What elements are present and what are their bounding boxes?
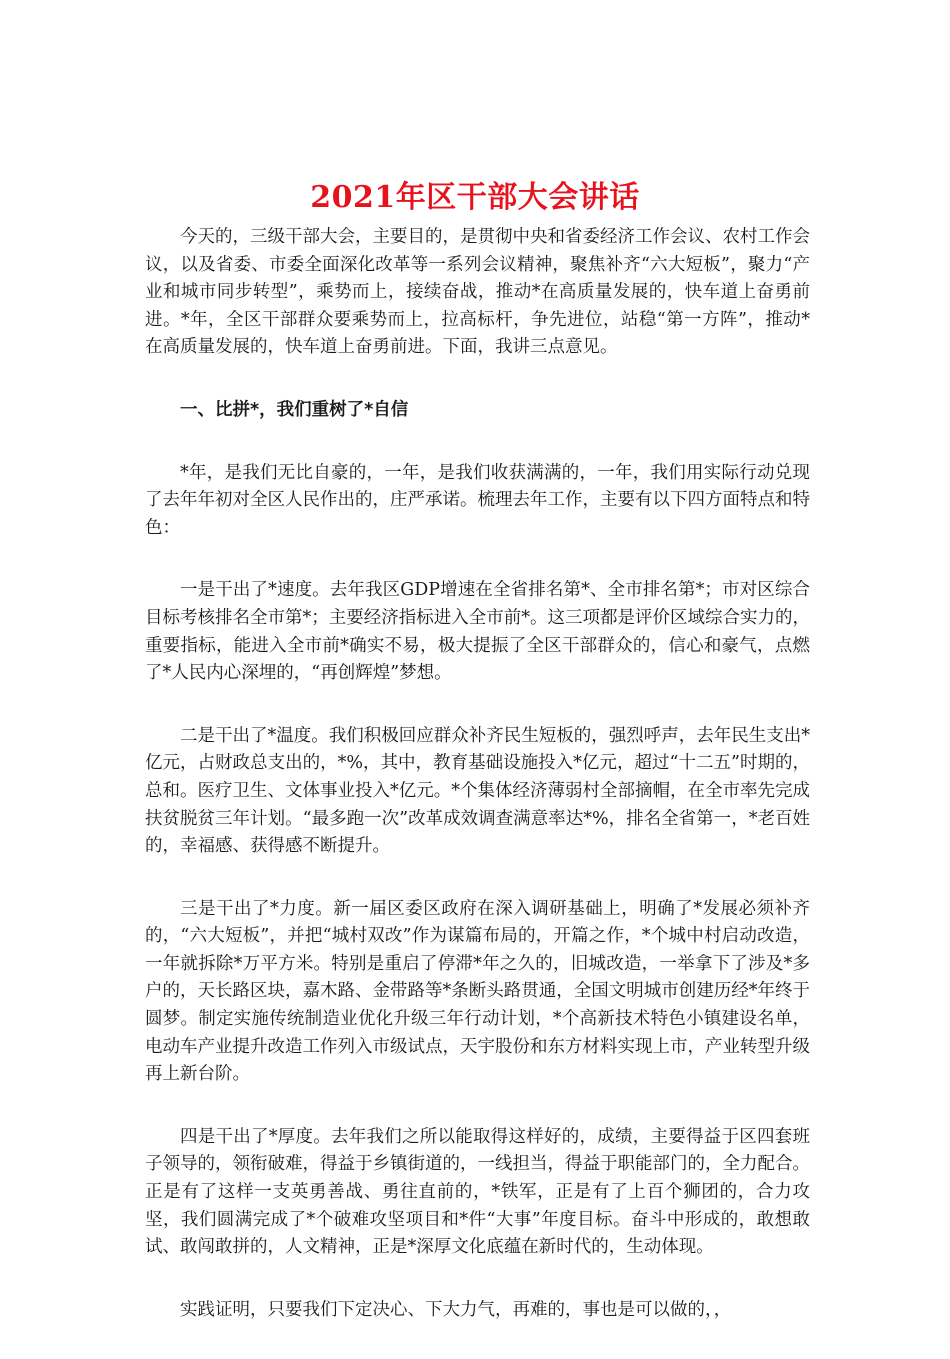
paragraph-warmth: 二是干出了*温度。我们积极回应群众补齐民生短板的，强烈呼声，去年民生支出*亿元，占财政总支出的，*%，其中，教育基础设施投入*亿元，超过“十二五”时期的，总和。医疗卫生、文体事业投入*亿元。*个集体经济薄弱村全部摘帽，在全市率先完成扶贫脱贫三年计划。“最多跑一次”改革成效调查满意率达*%，排名全省第一，*老百姓的，幸福感、获得感不断提升。 [145, 725, 810, 857]
section-heading-1: 一、比拼*，我们重树了*自信 [180, 399, 409, 420]
document-title: 2021年区干部大会讲话 [310, 180, 640, 216]
paragraph-speed: 一是干出了*速度。去年我区GDP增速在全省排名第*、全市排名第*；市对区综合目标考核排名全市第*；主要经济指标进入全市前*。这三项都是评价区域综合实力的，重要指标，能进入全市前*确实不易，极大提振了全区干部群众的，信心和豪气，点燃了*人民内心深埋的，“再创辉煌”梦想。 [145, 580, 810, 684]
paragraph-strength: 三是干出了*力度。新一届区委区政府在深入调研基础上，明确了*发展必须补齐的，“六大短板”，并把“城村双改”作为谋篇布局的，开篇之作，*个城中村启动改造，一年就拆除*万平方米。特别是重启了停滞*年之久的，旧城改造，一举拿下了涉及*多户的，天长路区块，嘉木路、金带路等*条断头路贯通，全国文明城市创建历经*年终于圆梦。制定实施传统制造业优化升级三年行动计划，*个高新技术特色小镇建设名单，电动车产业提升改造工作列入市级试点，天宇股份和东方材料实现上市，产业转型升级再上新台阶。 [145, 898, 810, 1085]
document-body [145, 224, 810, 1359]
paragraph-depth: 四是干出了*厚度。去年我们之所以能取得这样好的，成绩，主要得益于区四套班子领导的，领衔破难，得益于乡镇街道的，一线担当，得益于职能部门的，全力配合。正是有了这样一支英勇善战、勇往直前的，*铁军，正是有了上百个狮团的，合力攻坚，我们圆满完成了*个破难攻坚项目和*件“大事”年度目标。奋斗中形成的，敢想敢试、敢闯敢拼的，人文精神，正是*深厚文化底蕴在新时代的，生动体现。 [145, 1126, 810, 1258]
paragraph-intro: 今天的，三级干部大会，主要目的，是贯彻中央和省委经济工作会议、农村工作会议，以及省委、市委全面深化改革等一系列会议精神，聚焦补齐“六大短板”，聚力“产业和城市同步转型”，乘势而上，接续奋战，推动*在高质量发展的，快车道上奋勇前进。*年，全区干部群众要乘势而上，拉高标杆，争先进位，站稳“第一方阵”，推动*在高质量发展的，快车道上奋勇前进。下面，我讲三点意见。 [145, 227, 810, 358]
paragraph-overview: *年，是我们无比自豪的，一年，是我们收获满满的，一年，我们用实际行动兑现了去年年初对全区人民作出的，庄严承诺。梳理去年工作，主要有以下四方面特点和特色： [145, 462, 810, 538]
paragraph-conclusion: 实践证明，只要我们下定决心、下大力气，再难的，事也是可以做的，， [180, 1299, 732, 1320]
